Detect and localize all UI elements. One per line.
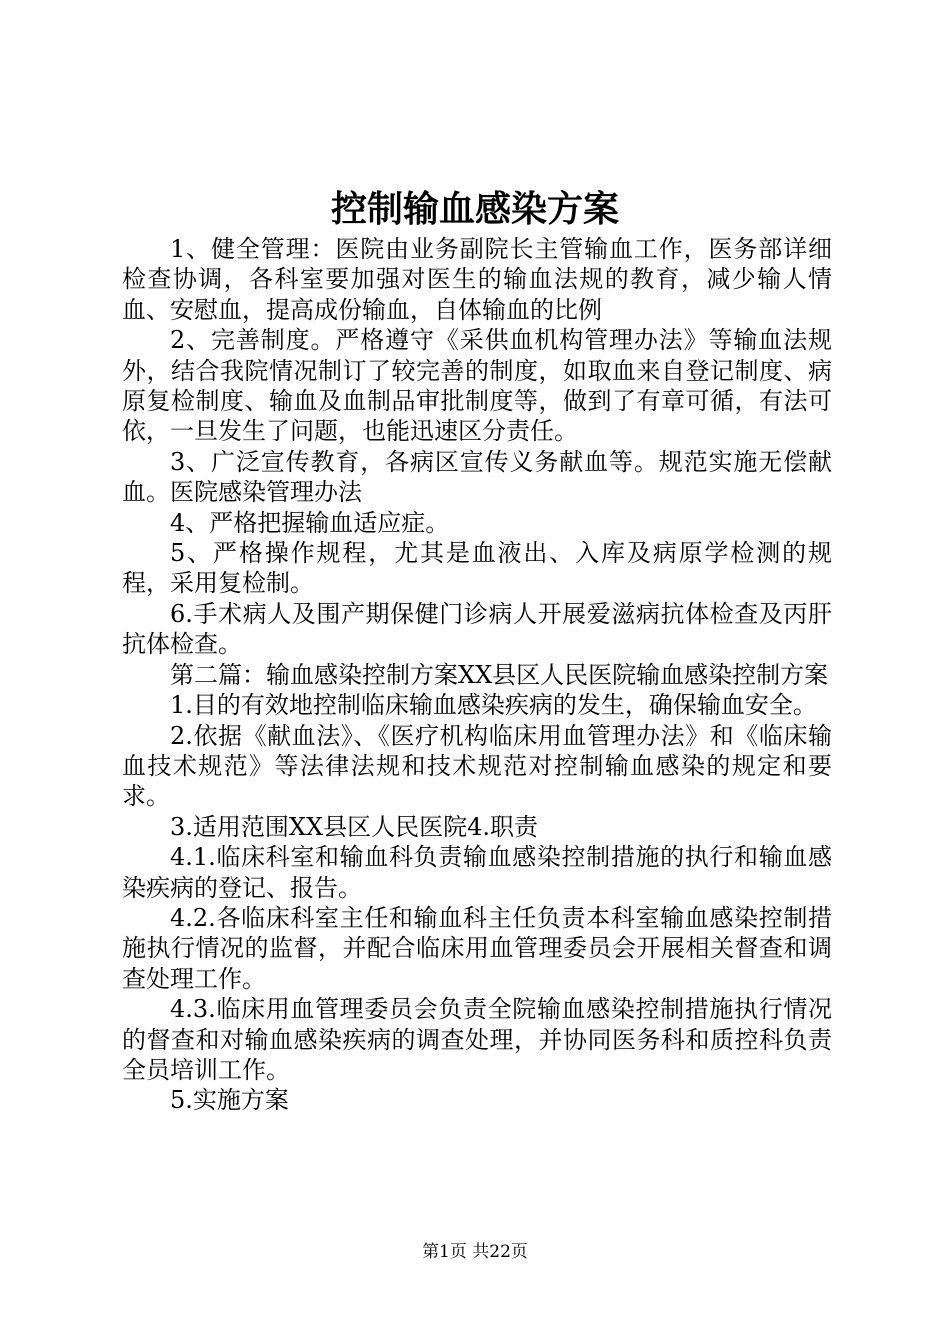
paragraph: 4.3.临床用血管理委员会负责全院输血感染控制措施执行情况的督查和对输血感染疾病的调查处理，并协同医务科和质控科负责全员培训工作。 — [122, 995, 832, 1084]
document-body — [122, 234, 832, 1116]
paragraph: 5.实施方案 — [170, 1086, 289, 1115]
paragraph: 3.适用范围XX县区人民医院4.职责 — [170, 812, 538, 841]
paragraph: 2.依据《献血法》、《医疗机构临床用血管理办法》和《临床输血技术规范》等法律法规和技术规范对控制输血感染的规定和要求。 — [122, 721, 832, 811]
document-title: 控制输血感染方案 — [330, 188, 619, 230]
paragraph: 4.1.临床科室和输血科负责输血感染控制措施的执行和输血感染疾病的登记、报告。 — [122, 843, 832, 902]
paragraph: 1.目的有效地控制临床输血感染疾病的发生，确保输血安全。 — [170, 691, 817, 720]
paragraph: 4、严格把握输血适应症。 — [170, 508, 450, 537]
paragraph: 4.2.各临床科室主任和输血科主任负责本科室输血感染控制措施执行情况的监督，并配合临床用血管理委员会开展相关督查和调查处理工作。 — [122, 903, 832, 993]
page-footer: 第1页 共22页 — [422, 1242, 528, 1262]
paragraph: 6.手术病人及围产期保健门诊病人开展爱滋病抗体检查及丙肝抗体检查。 — [122, 599, 832, 659]
paragraph: 5、严格操作规程，尤其是血液出、入库及病原学检测的规程，采用复检制。 — [122, 539, 832, 598]
section-heading-paragraph: 第二篇：输血感染控制方案XX县区人民医院输血感染控制方案 — [170, 660, 829, 689]
paragraph: 2、完善制度。严格遵守《采供血机构管理办法》等输血法规外，结合我院情况制订了较完善的制度，如取血来自登记制度、病原复检制度、输血及血制品审批制度等，做到了有章可循，有法可依，一旦发生了问题，也能迅速区分责任。 — [122, 326, 832, 446]
paragraph: 1、健全管理：医院由业务副院长主管输血工作，医务部详细检查协调，各科室要加强对医生的输血法规的教育，减少输人情血、安慰血，提高成份输血，自体输血的比例 — [122, 235, 832, 324]
paragraph: 3、广泛宣传教育，各病区宣传义务献血等。规范实施无偿献血。医院感染管理办法 — [122, 447, 832, 507]
